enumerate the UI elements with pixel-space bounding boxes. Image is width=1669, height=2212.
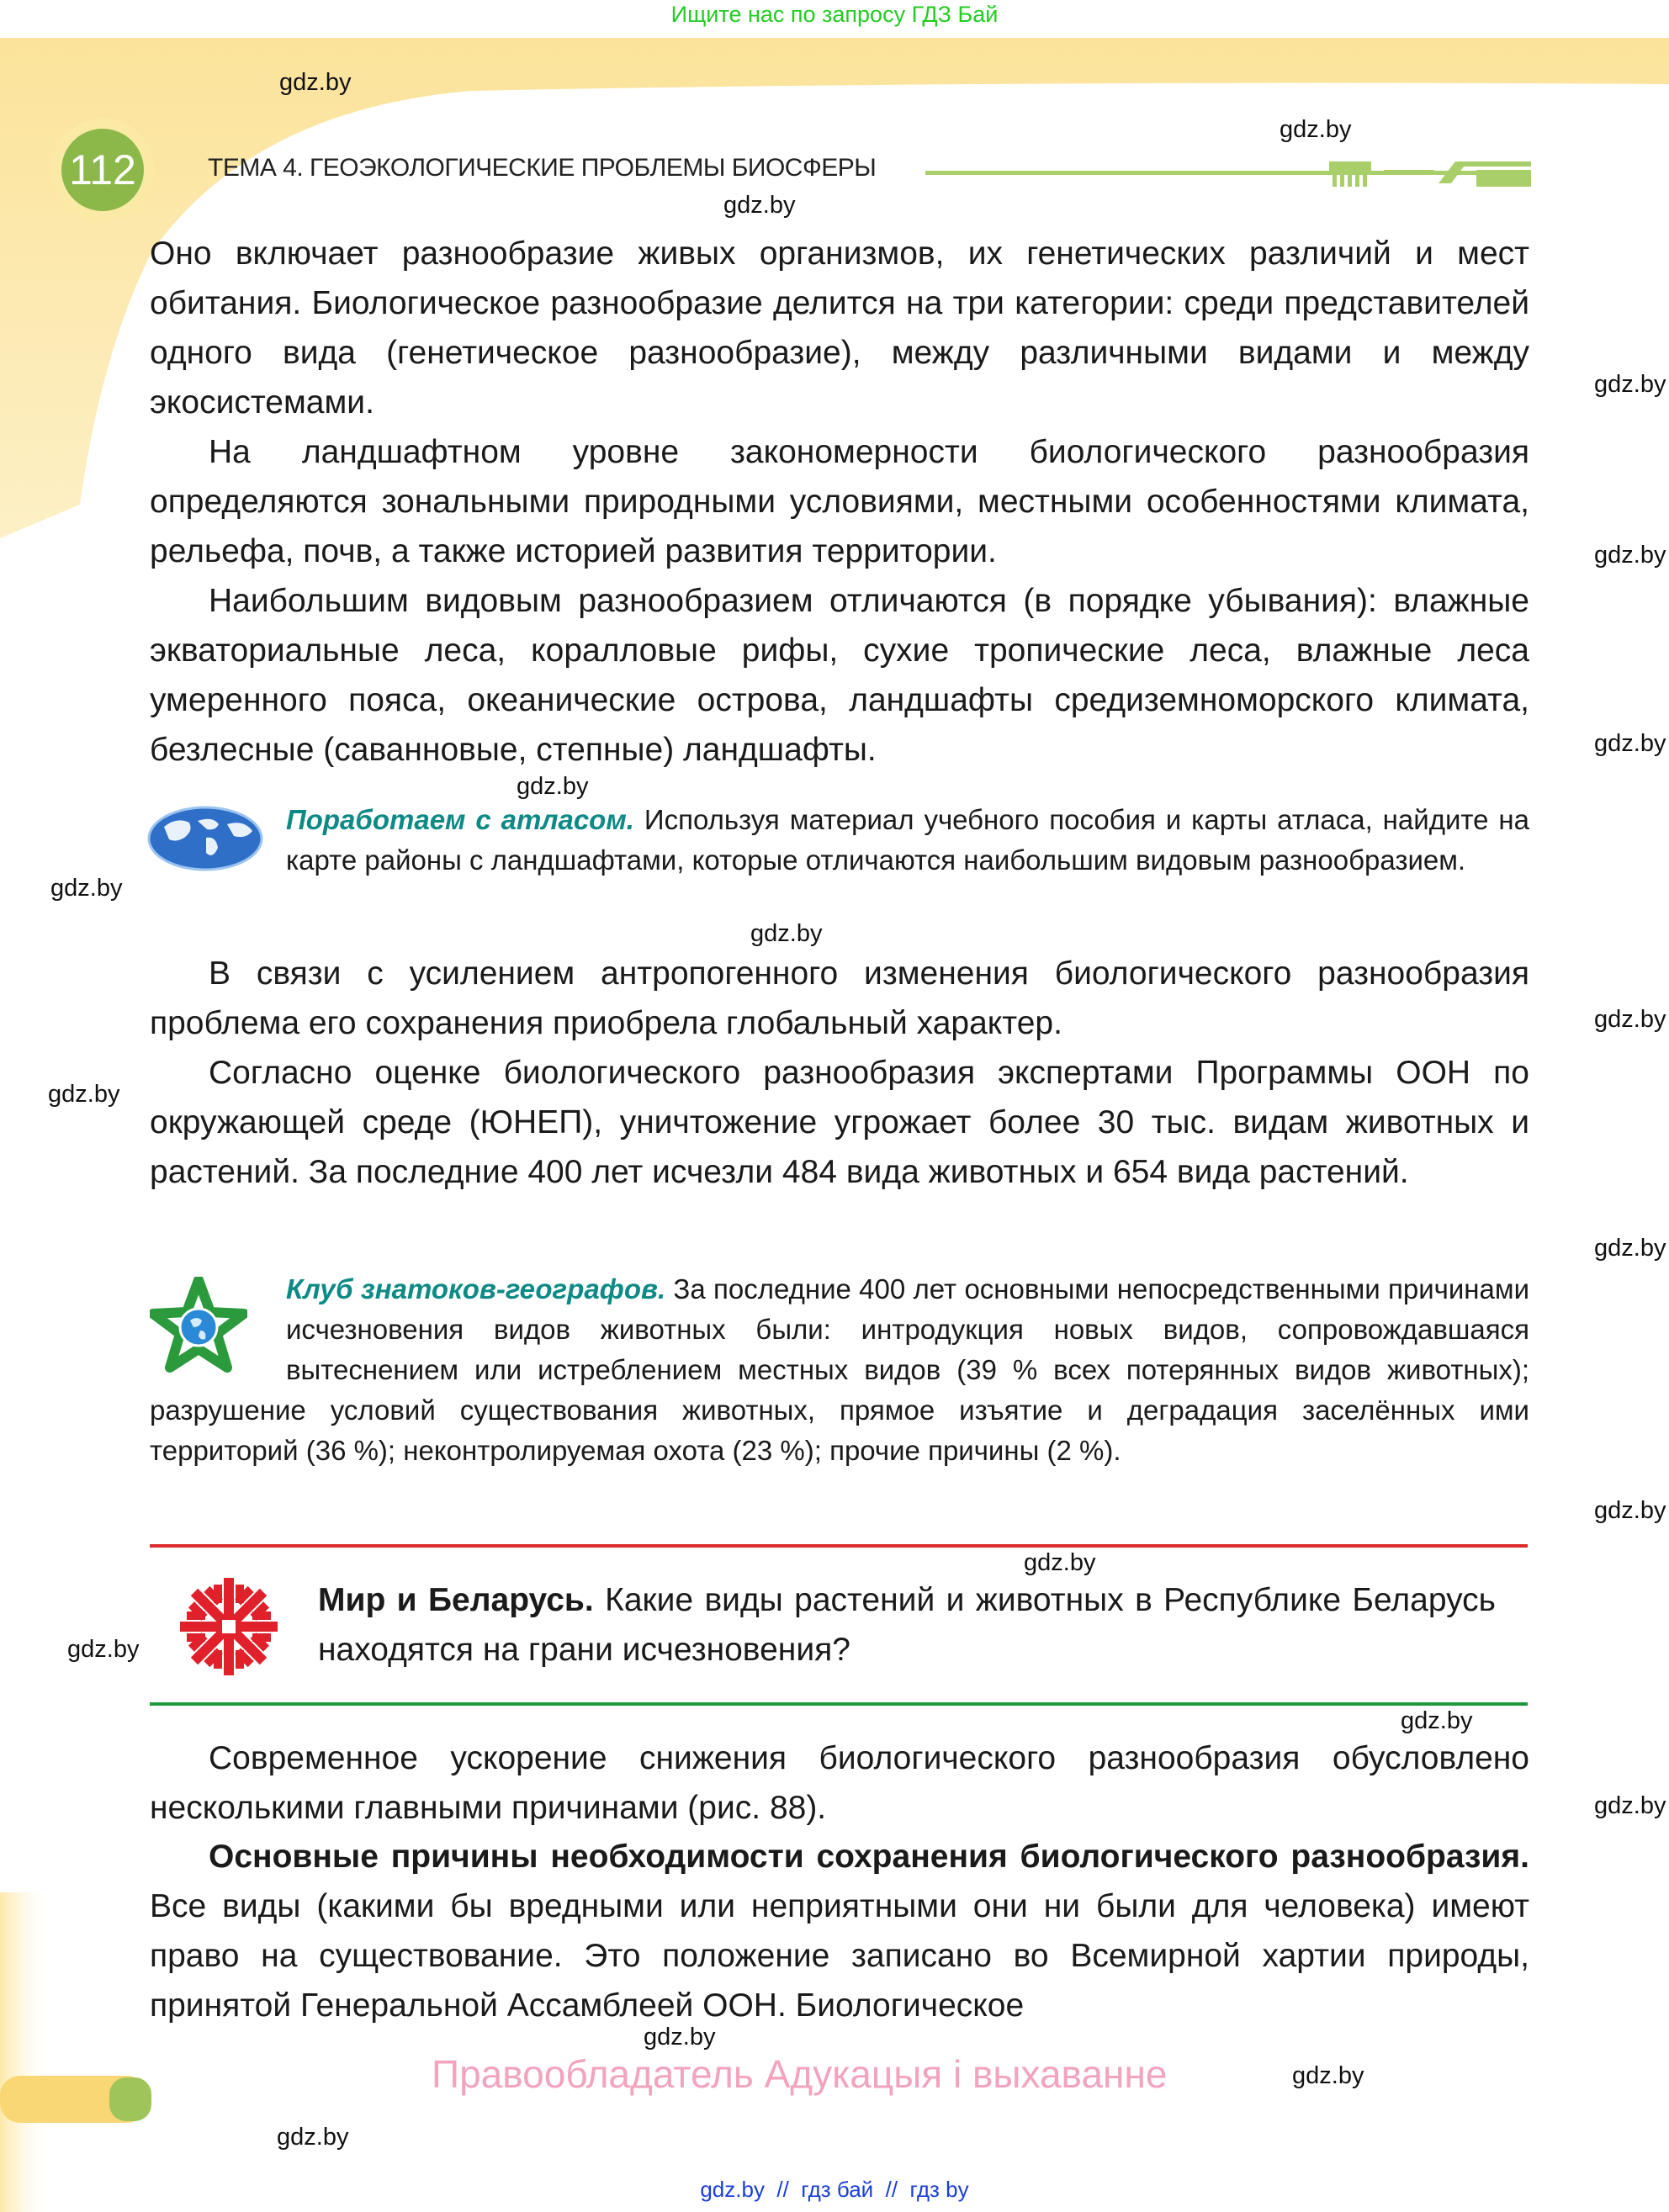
copyright-notice: Правообладатель Адукацыя і выхаванне xyxy=(432,2052,1168,2096)
mir-i-belarus-box xyxy=(318,1575,1496,1675)
watermark: gdz.by xyxy=(1024,1549,1096,1576)
conservation-text: Все виды (какими бы вредными или неприятными они ни были для человека) имеют право на существование. Это положение записано во Всемирной хартии природы, принятой Генеральной Ассамблеей ООН. Биологическое xyxy=(150,1888,1529,2024)
watermark: gdz.by xyxy=(1594,1497,1666,1524)
page-number: 112 xyxy=(61,129,144,211)
paragraph-biodiversity-definition: Оно включает разнообразие живых организмов, их генетических различий и мест обитания. Биологическое разнообразие делится на три категории: среди представителей одного вида (генетическое разнообразие), между различными видами и между экосистемами. xyxy=(150,235,1529,421)
search-hint-banner: Ищите нас по запросу ГДЗ Бай xyxy=(670,2,999,27)
watermark: gdz.by xyxy=(517,773,589,800)
mir-text: Какие виды растений и животных в Республике Беларусь находятся на грани исчезновения? xyxy=(318,1582,1496,1668)
watermark: gdz.by xyxy=(277,2124,349,2151)
green-divider xyxy=(150,1702,1528,1706)
mir-lead: Мир и Беларусь. xyxy=(318,1582,594,1618)
watermark: gdz.by xyxy=(1292,2062,1364,2089)
watermark: gdz.by xyxy=(1594,1006,1666,1033)
watermark: gdz.by xyxy=(50,875,123,902)
paragraph-global-problem: В связи с усилением антропогенного изменения биологического разнообразия проблема его сохранения приобрела глобальный характер. xyxy=(150,955,1529,1041)
atlas-task-lead: Поработаем с атласом. xyxy=(286,804,634,835)
club-icon-spacer xyxy=(150,1269,286,1387)
watermark: gdz.by xyxy=(723,192,796,219)
watermark: gdz.by xyxy=(1594,730,1666,757)
watermark: gdz.by xyxy=(1594,542,1666,569)
watermark: gdz.by xyxy=(644,2024,716,2051)
watermark: gdz.by xyxy=(1594,1792,1666,1819)
atlas-task-text: Используя материал учебного пособия и карты атласа, найдите на карте районы с ландшафтами, которые отличаются наибольшим видовым разнообразием. xyxy=(286,804,1529,876)
paragraph-unep-assessment: Согласно оценке биологического разнообразия экспертами Программы ООН по окружающей среде (ЮНЕП), уничтожение угрожает более 30 тыс. видам животных и растений. За последние 400 лет исчезли 484 вида животных и 654 вида растений. xyxy=(150,1055,1529,1190)
watermark: gdz.by xyxy=(750,920,823,947)
chapter-title: ТЕМА 4. ГЕОЭКОЛОГИЧЕСКИЕ ПРОБЛЕМЫ БИОСФЕРЫ xyxy=(208,154,877,182)
paragraph-conservation-reasons xyxy=(150,1832,1529,2030)
paragraph-modern-decline: Современное ускорение снижения биологического разнообразия обусловлено несколькими главными причинами (рис. 88). xyxy=(150,1740,1529,1826)
watermark: gdz.by xyxy=(1594,1235,1666,1262)
conservation-lead: Основные причины необходимости сохранения биологического разнообразия. xyxy=(209,1839,1529,1875)
belarus-ornament-icon xyxy=(180,1578,278,1675)
watermark: gdz.by xyxy=(279,69,352,96)
red-divider xyxy=(150,1544,1528,1548)
watermark: gdz.by xyxy=(1401,1707,1473,1734)
club-lead: Клуб знатоков-географов. xyxy=(286,1273,666,1304)
atlas-task-box xyxy=(150,800,1529,926)
watermark: gdz.by xyxy=(1594,371,1666,398)
geographers-club-box xyxy=(150,1269,1529,1471)
atlas-icon-spacer xyxy=(150,800,286,926)
watermark: gdz.by xyxy=(1280,116,1352,143)
header-ornament-icon xyxy=(1321,158,1531,188)
footer-links[interactable]: gdz.by // гдз бай // гдз by xyxy=(700,2177,969,2202)
paragraph-landscape-level: На ландшафтном уровне закономерности биологического разнообразия определяются зональными природными условиями, местными особенностями климата, рельефа, почв, а также историей развития территории. xyxy=(150,434,1529,569)
club-text: За последние 400 лет основными непосредственными причинами исчезновения видов животных были: интродукция новых видов, сопровождавшаяся вытеснением или истреблением местных видов (39 % всех потерянных видов животных); разрушение условий существования животных, прямое изъятие и деградация заселённых ими территорий (36 %); неконтролируемая охота (23 %); прочие причины (2 %). xyxy=(150,1273,1529,1466)
watermark: gdz.by xyxy=(67,1636,140,1663)
watermark: gdz.by xyxy=(48,1081,120,1108)
paragraph-highest-diversity: Наибольшим видовым разнообразием отличаются (в порядке убывания): влажные экваториальные леса, коралловые рифы, сухие тропические леса, влажные леса умеренного пояса, океанические острова, ландшафты средиземноморского климата, безлесные (саванновые, степные) ландшафты. xyxy=(150,583,1529,768)
